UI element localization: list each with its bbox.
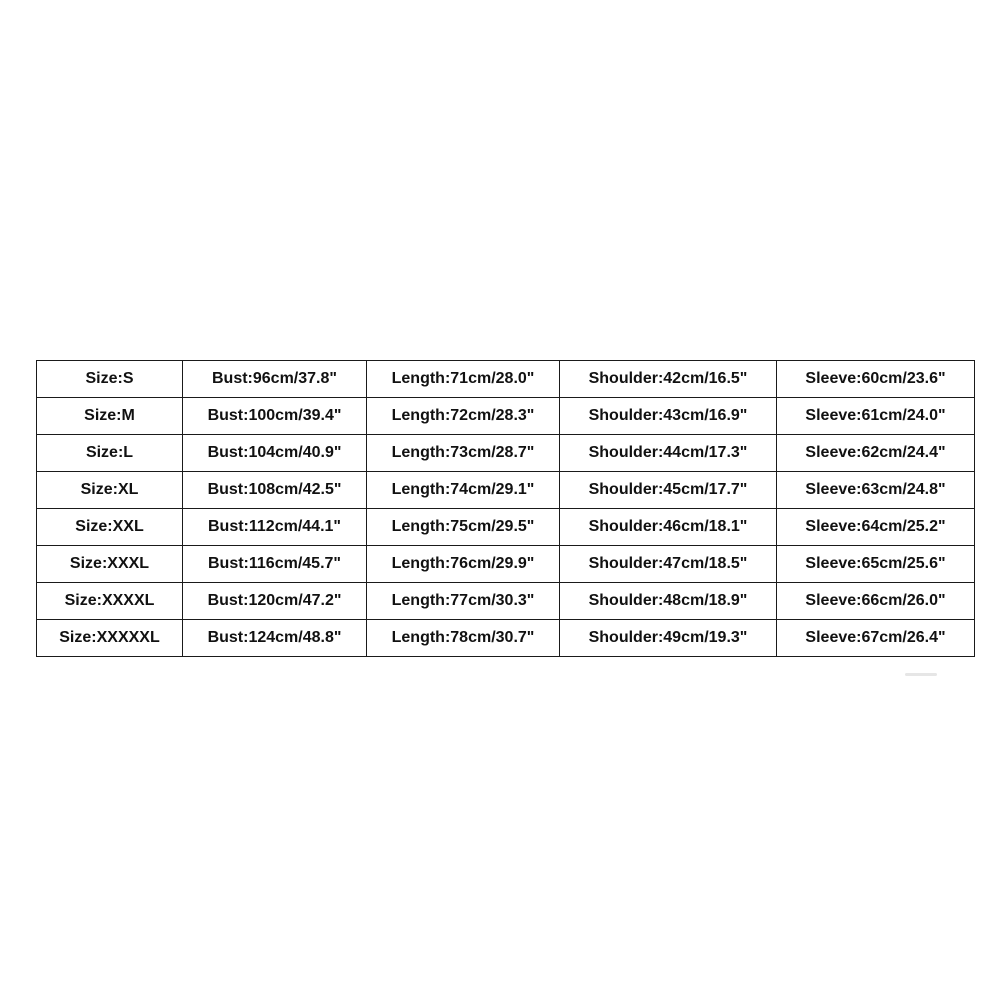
bust-cell: Bust:100cm/39.4" [183,398,367,435]
sleeve-cell: Sleeve:67cm/26.4" [777,620,975,657]
shoulder-cell: Shoulder:43cm/16.9" [560,398,777,435]
size-cell: Size:XXL [37,509,183,546]
length-cell: Length:77cm/30.3" [367,583,560,620]
bust-cell: Bust:116cm/45.7" [183,546,367,583]
bust-cell: Bust:124cm/48.8" [183,620,367,657]
bust-cell: Bust:112cm/44.1" [183,509,367,546]
table-row [37,361,975,398]
sleeve-cell: Sleeve:65cm/25.6" [777,546,975,583]
length-cell: Length:73cm/28.7" [367,435,560,472]
sleeve-cell: Sleeve:62cm/24.4" [777,435,975,472]
table-row [37,435,975,472]
table-row [37,509,975,546]
shoulder-cell: Shoulder:48cm/18.9" [560,583,777,620]
shoulder-cell: Shoulder:46cm/18.1" [560,509,777,546]
shoulder-cell: Shoulder:47cm/18.5" [560,546,777,583]
size-chart-body [37,361,975,657]
table-row [37,583,975,620]
bust-cell: Bust:120cm/47.2" [183,583,367,620]
size-cell: Size:XXXXXL [37,620,183,657]
bust-cell: Bust:96cm/37.8" [183,361,367,398]
size-cell: Size:XXXL [37,546,183,583]
length-cell: Length:74cm/29.1" [367,472,560,509]
length-cell: Length:76cm/29.9" [367,546,560,583]
table-row [37,472,975,509]
scan-mark [905,673,937,676]
size-cell: Size:S [37,361,183,398]
size-cell: Size:L [37,435,183,472]
length-cell: Length:78cm/30.7" [367,620,560,657]
size-cell: Size:XL [37,472,183,509]
shoulder-cell: Shoulder:42cm/16.5" [560,361,777,398]
size-cell: Size:XXXXL [37,583,183,620]
size-cell: Size:M [37,398,183,435]
sleeve-cell: Sleeve:61cm/24.0" [777,398,975,435]
shoulder-cell: Shoulder:49cm/19.3" [560,620,777,657]
bust-cell: Bust:108cm/42.5" [183,472,367,509]
length-cell: Length:71cm/28.0" [367,361,560,398]
length-cell: Length:72cm/28.3" [367,398,560,435]
sleeve-cell: Sleeve:64cm/25.2" [777,509,975,546]
shoulder-cell: Shoulder:44cm/17.3" [560,435,777,472]
sleeve-cell: Sleeve:63cm/24.8" [777,472,975,509]
shoulder-cell: Shoulder:45cm/17.7" [560,472,777,509]
sleeve-cell: Sleeve:66cm/26.0" [777,583,975,620]
table-row [37,546,975,583]
size-chart-table [36,360,975,657]
length-cell: Length:75cm/29.5" [367,509,560,546]
bust-cell: Bust:104cm/40.9" [183,435,367,472]
table-row [37,398,975,435]
sleeve-cell: Sleeve:60cm/23.6" [777,361,975,398]
table-row [37,620,975,657]
